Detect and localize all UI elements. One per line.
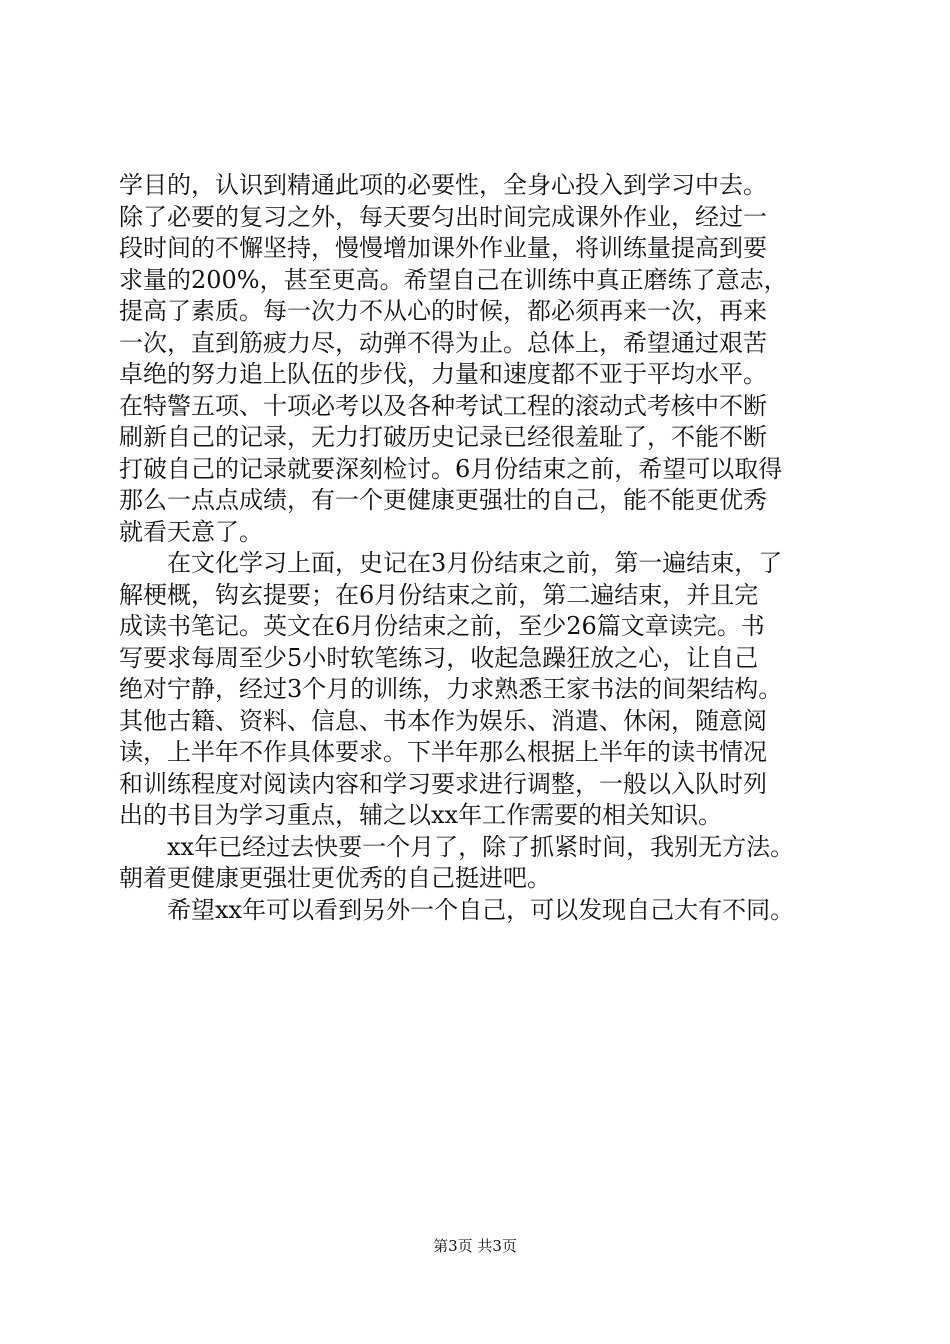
page-footer [0,1236,950,1256]
text-line: 学目的，认识到精通此项的必要性，全身心投入到学习中去。 [119,171,767,199]
text-line: 绝对宁静，经过3个月的训练，力求熟悉王家书法的间架结构。 [119,675,783,703]
text-line: 写要求每周至少5小时软笔练习，收起急躁狂放之心，让自己 [119,643,759,672]
text-line: 求量的200%，甚至更高。希望自己在训练中真正磨练了意志， [119,265,788,294]
text-line: 那么一点点成绩，有一个更健康更强壮的自己，能不能更优秀 [119,486,767,514]
text-line: 刷新自己的记录，无力打破历史记录已经很羞耻了，不能不断 [119,423,767,451]
text-line: 解梗概，钩玄提要；在6月份结束之前，第二遍结束，并且完 [119,580,759,609]
text-line: 希望xx年可以看到另外一个自己，可以发现自己大有不同。 [119,895,795,924]
text-line: 卓绝的努力追上队伍的步伐，力量和速度都不亚于平均水平。 [119,360,767,388]
text-line: 段时间的不懈坚持，慢慢增加课外作业量，将训练量提高到要 [119,234,767,262]
text-line: xx年已经过去快要一个月了，除了抓紧时间，我别无方法。 [119,832,795,861]
document-body [119,170,859,926]
page-number-label: 第3页 共3页 [433,1237,517,1255]
text-line: 朝着更健康更强壮更优秀的自己挺进吧。 [119,864,551,892]
text-line: 和训练程度对阅读内容和学习要求进行调整，一般以入队时列 [119,769,767,798]
text-line: 就看天意了。 [119,517,263,546]
text-line: 其他古籍、资料、信息、书本作为娱乐、消遣、休闲，随意阅 [119,706,767,735]
text-line: 除了必要的复习之外，每天要匀出时间完成课外作业，经过一 [119,202,767,231]
text-line: 读，上半年不作具体要求。下半年那么根据上半年的读书情况 [119,738,767,766]
text-line: 在文化学习上面，史记在3月份结束之前，第一遍结束，了 [119,549,783,577]
text-line: 打破自己的记录就要深刻检讨。6月份结束之前，希望可以取得 [119,454,783,483]
text-line: 成读书笔记。英文在6月份结束之前，至少26篇文章读完。书 [119,612,765,640]
text-line: 提高了素质。每一次力不从心的时候，都必须再来一次，再来 [119,297,767,325]
text-line: 一次，直到筋疲力尽，动弹不得为止。总体上，希望通过艰苦 [119,328,767,357]
text-line: 在特警五项、十项必考以及各种考试工程的滚动式考核中不断 [119,391,767,420]
text-line: 出的书目为学习重点，辅之以xx年工作需要的相关知识。 [119,801,723,829]
